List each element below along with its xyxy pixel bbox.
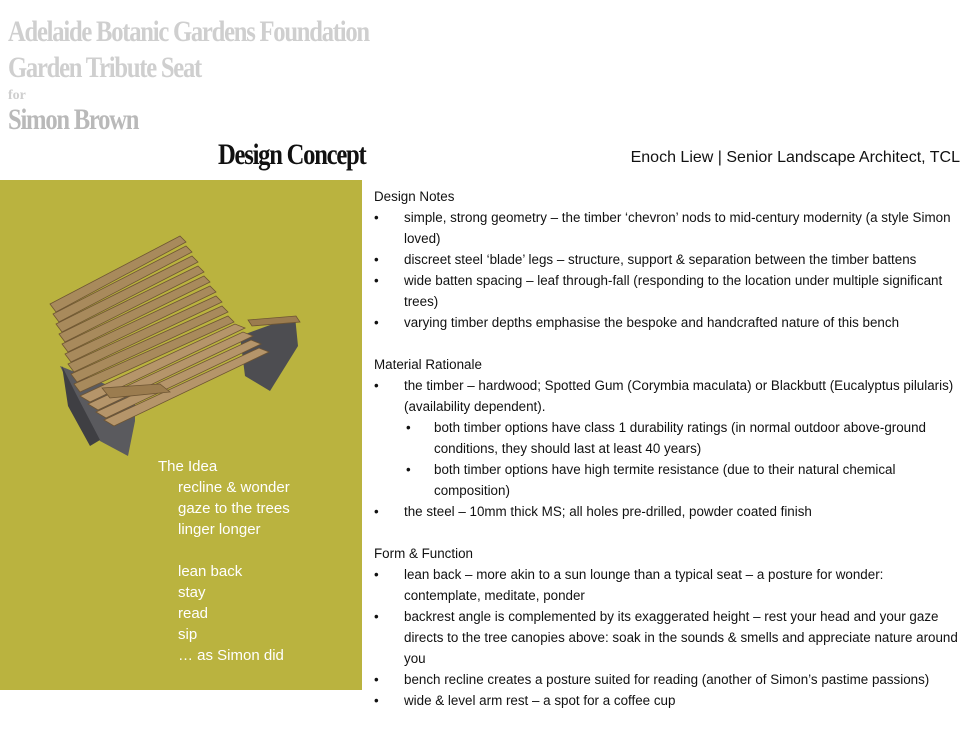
idea-spacer — [158, 540, 290, 561]
section-title: Form & Function — [374, 546, 473, 561]
bullet-list — [374, 564, 960, 711]
sub-bullet-list — [404, 417, 960, 501]
bench-render-image — [40, 216, 310, 456]
idea-item: read — [178, 605, 209, 622]
bullet-list — [374, 207, 960, 333]
section-title: Design Notes — [374, 189, 455, 204]
bullet-item: • simple, strong geometry – the timber ‘chevron’ nods to mid-century modernity (a style Simon loved) — [374, 207, 960, 249]
design-concept-title: Design Concept — [218, 138, 366, 171]
sub-bullet-item: • both timber options have class 1 durability ratings (in normal outdoor above-ground conditions, they should last at least 40 years) — [404, 417, 960, 459]
material-rationale-section — [374, 354, 960, 522]
person-name: Simon Brown — [8, 103, 139, 136]
idea-title: The Idea — [158, 458, 218, 475]
bullet-item: • varying timber depths emphasise the bespoke and handcrafted nature of this bench — [374, 312, 960, 333]
form-function-section — [374, 543, 960, 711]
bullet-item: • the steel – 10mm thick MS; all holes pre-drilled, powder coated finish — [374, 501, 960, 522]
idea-item: recline & wonder — [178, 479, 290, 496]
author-credit: Enoch Liew | Senior Landscape Architect, TCL — [630, 149, 960, 166]
idea-item: lean back — [178, 563, 243, 580]
bullet-item — [374, 375, 960, 501]
idea-item: … as Simon did — [178, 647, 284, 664]
bullet-item: • lean back – more akin to a sun lounge than a typical seat – a posture for wonder: contemplate, meditate, ponder — [374, 564, 960, 606]
header-block — [8, 14, 388, 136]
bullet-item: • bench recline creates a posture suited for reading (another of Simon’s pastime passions) — [374, 669, 960, 690]
concept-panel — [0, 180, 362, 690]
sub-bullet-item: • both timber options have high termite resistance (due to their natural chemical composition) — [404, 459, 960, 501]
for-label: for — [8, 88, 26, 103]
foundation-title: Adelaide Botanic Gardens Foundation — [8, 15, 369, 48]
bullet-item: • wide & level arm rest – a spot for a coffee cup — [374, 690, 960, 711]
bullet-text: the timber – hardwood; Spotted Gum (Corymbia maculata) or Blackbutt (Eucalyptus pilularis) (availability dependent). — [404, 378, 954, 414]
idea-item: stay — [178, 584, 206, 601]
idea-list — [158, 456, 290, 666]
idea-item: sip — [178, 626, 198, 643]
notes-column — [374, 186, 960, 732]
section-title: Material Rationale — [374, 357, 482, 372]
bullet-list — [374, 375, 960, 522]
bullet-item: • discreet steel ‘blade’ legs – structure, support & separation between the timber battens — [374, 249, 960, 270]
bullet-item: • backrest angle is complemented by its exaggerated height – rest your head and your gaze directs to the tree canopies above: soak in the sounds & smells and appreciate nature around you — [374, 606, 960, 669]
project-title: Garden Tribute Seat — [8, 51, 202, 84]
design-notes-section — [374, 186, 960, 333]
idea-item: gaze to the trees — [178, 500, 290, 517]
bullet-item: • wide batten spacing – leaf through-fall (responding to the location under multiple significant trees) — [374, 270, 960, 312]
idea-item: linger longer — [178, 521, 261, 538]
